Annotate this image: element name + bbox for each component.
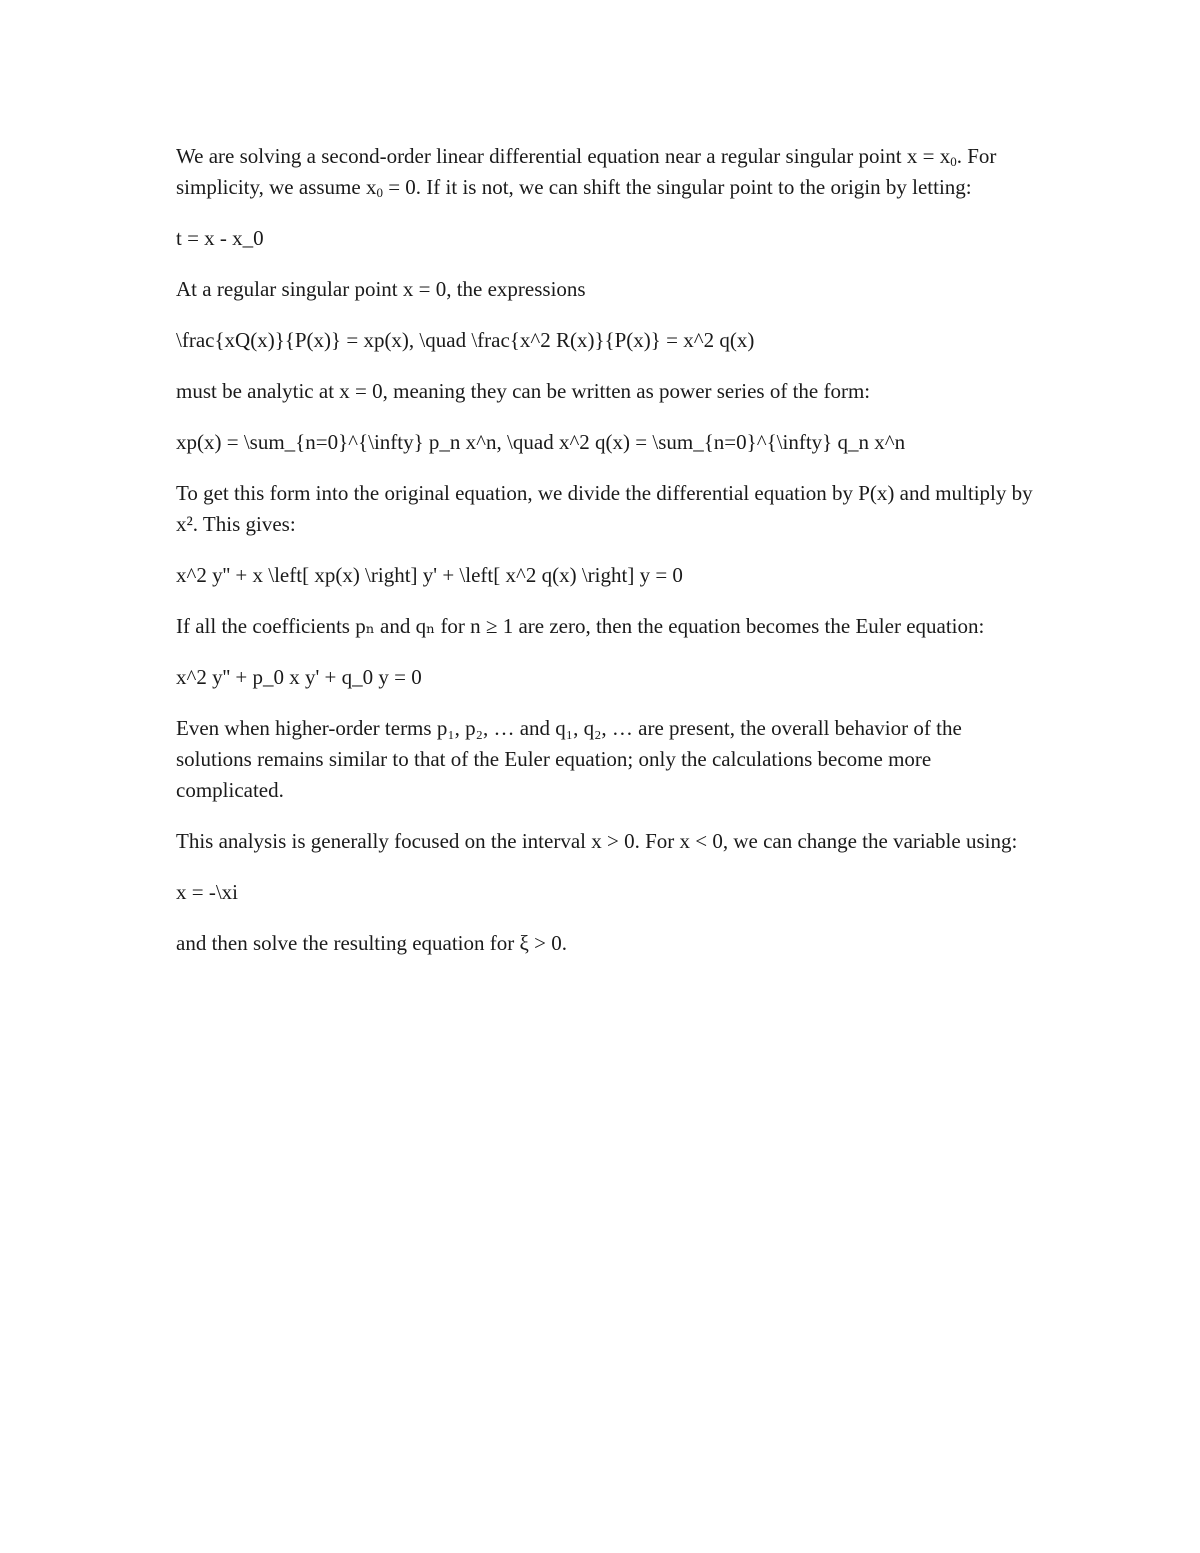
intro-text-b: . For simplicity, we assume x xyxy=(176,144,997,199)
intro-text-a: We are solving a second-order linear differential equation near a regular singular point x = x xyxy=(176,144,951,168)
document-body xyxy=(176,141,1036,979)
paragraph-divide: To get this form into the original equation, we divide the differential equation by P(x) and multiply by x². This gives: xyxy=(176,481,1033,536)
equation-power-series: xp(x) = \sum_{n=0}^{\infty} p_n x^n, \quad x^2 q(x) = \sum_{n=0}^{\infty} q_n x^n xyxy=(176,430,906,454)
equation-euler: x^2 y'' + p_0 x y' + q_0 y = 0 xyxy=(176,665,422,689)
intro-subscript-a: 0 xyxy=(950,154,957,169)
equation-shift: t = x - x_0 xyxy=(176,226,264,250)
paragraph-regular-singular: At a regular singular point x = 0, the expressions xyxy=(176,277,586,301)
intro-subscript-b: 0 xyxy=(376,185,383,200)
intro-text-c: = 0. If it is not, we can shift the singular point to the origin by letting: xyxy=(382,175,972,199)
equation-expressions: \frac{xQ(x)}{P(x)} = xp(x), \quad \frac{x^2 R(x)}{P(x)} = x^2 q(x) xyxy=(176,328,755,352)
equation-change-variable: x = -\xi xyxy=(176,880,239,904)
paragraph-euler-condition: If all the coefficients pₙ and qₙ for n ≥ 1 are zero, then the equation becomes the Euler equation: xyxy=(176,614,985,638)
paragraph-conclusion: and then solve the resulting equation for ξ > 0. xyxy=(176,931,567,955)
paragraph-analytic: must be analytic at x = 0, meaning they can be written as power series of the form: xyxy=(176,379,871,403)
intro-paragraph xyxy=(176,141,1036,203)
paragraph-interval: This analysis is generally focused on the interval x > 0. For x < 0, we can change the variable using: xyxy=(176,829,1018,853)
equation-transformed: x^2 y'' + x \left[ xp(x) \right] y' + \left[ x^2 q(x) \right] y = 0 xyxy=(176,563,683,587)
paragraph-higher-order: Even when higher-order terms p₁, p₂, … and q₁, q₂, … are present, the overall behavior of the solutions remains similar to that of the Euler equation; only the calculations become more complicated. xyxy=(176,716,962,802)
